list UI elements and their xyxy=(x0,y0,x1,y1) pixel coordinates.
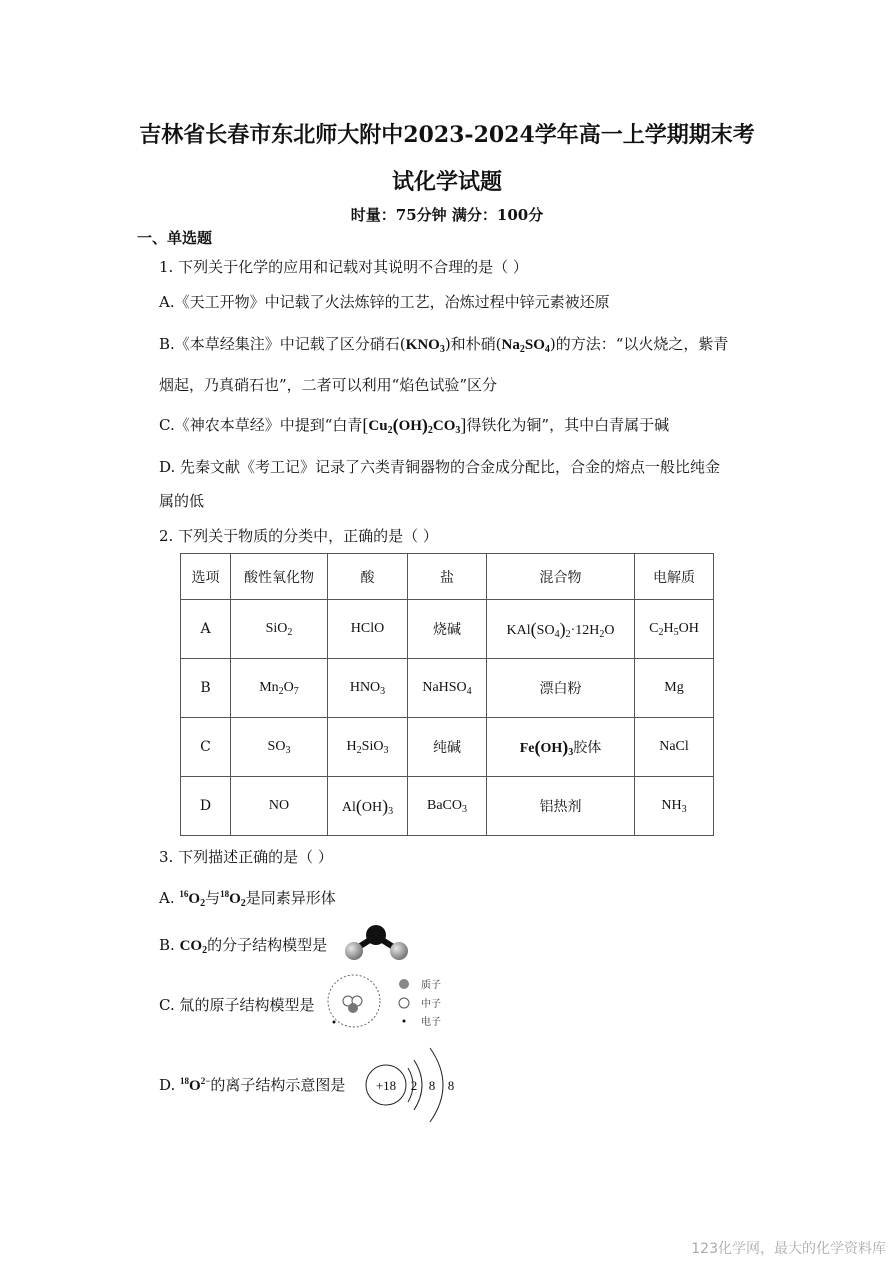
table-header-row xyxy=(181,554,714,600)
row-b-option: B xyxy=(181,659,231,718)
center-atom xyxy=(366,925,386,945)
row-a-option: A xyxy=(181,600,231,659)
row-d-electrolyte: $NH_3$ xyxy=(635,777,714,836)
title-line-1: 吉林省长春市东北师大附中2023-2024学年高一上学期期末考 xyxy=(139,122,755,148)
section-heading: 一、单选题 xyxy=(137,229,213,247)
row-a-electrolyte: $C_2H_5OH$ xyxy=(635,600,714,659)
row-a-mixture: $KAl(SO_4)_2\cdot 12H_2O$ xyxy=(487,600,635,659)
nucleus-charge: +18 xyxy=(375,1078,397,1093)
table-row xyxy=(181,777,714,836)
row-d-salt: BaCO$_3$ xyxy=(408,777,487,836)
q1-option-a: A.《天工开物》中记载了火法炼锌的工艺，冶炼过程中锌元素被还原 xyxy=(159,293,610,311)
q1-stem: 1. 下列关于化学的应用和记载对其说明不合理的是（ ） xyxy=(159,258,528,276)
molecule-model-image xyxy=(340,918,416,966)
legend-neutron-icon xyxy=(399,998,409,1008)
row-c-salt: 纯碱 xyxy=(408,718,487,777)
footer-watermark: 123化学网，最大的化学资料库 xyxy=(691,1241,886,1257)
row-c-mixture: $Fe(OH)_3$胶体 xyxy=(487,718,635,777)
classification-table xyxy=(180,553,714,836)
row-a-acid: HClO xyxy=(328,600,408,659)
atom-model-image xyxy=(326,972,456,1032)
table-row xyxy=(181,659,714,718)
legend-neutron-label: 中子 xyxy=(421,999,441,1010)
q1-option-b: B.《本草经集注》中记载了区分硝石$(KNO_3)$和朴硝$(Na_2SO_4)$的方法：“以火烧之，紫青 xyxy=(159,335,729,355)
q2-stem: 2. 下列关于物质的分类中，正确的是（ ） xyxy=(159,527,438,545)
q3-stem: 3. 下列描述正确的是（ ） xyxy=(159,848,333,866)
ion-diagram-image xyxy=(360,1042,470,1128)
row-c-acid: $H_2SiO_3$ xyxy=(328,718,408,777)
q3-option-b: B. $CO_2$的分子结构模型是 xyxy=(159,936,328,956)
legend-proton-label: 质子 xyxy=(421,980,441,991)
shell-1-count: 2 xyxy=(410,1078,418,1093)
title-line-2: 试化学试题 xyxy=(391,169,502,195)
header-acidic-oxide: 酸性氧化物 xyxy=(231,554,328,600)
proton xyxy=(348,1003,358,1013)
table-row xyxy=(181,600,714,659)
electron xyxy=(333,1021,336,1024)
q3-option-d: D. $^{18}O^{2-}$的离子结构示意图是 xyxy=(159,1076,346,1094)
q1-option-c: C.《神农本草经》中提到“白青$[Cu_2(OH)_2CO_3]$得铁化为铜”，其中白青属于碱 xyxy=(159,415,670,436)
q1-option-d-cont: 属的低 xyxy=(159,492,205,510)
exam-meta: 时量：75分钟 满分：100分 xyxy=(350,206,544,224)
q3-option-c: C. 氚的原子结构模型是 xyxy=(159,996,315,1014)
row-a-acidic-oxide: SiO$_2$ xyxy=(231,600,328,659)
legend-electron-label: 电子 xyxy=(421,1017,441,1028)
header-salt: 盐 xyxy=(408,554,487,600)
header-electrolyte: 电解质 xyxy=(635,554,714,600)
legend-electron-icon xyxy=(403,1020,406,1023)
shell-2-count: 8 xyxy=(428,1078,436,1093)
q1-option-d: D. 先秦文献《考工记》记录了六类青铜器物的合金成分配比，合金的熔点一般比纯金 xyxy=(159,458,721,476)
row-d-acid: $Al(OH)_3$ xyxy=(328,777,408,836)
side-atom-left xyxy=(345,942,363,960)
header-mixture: 混合物 xyxy=(487,554,635,600)
header-option: 选项 xyxy=(181,554,231,600)
q3-option-a: A. $^{16}O_2$与$^{18}O_2$是同素异形体 xyxy=(159,889,336,909)
row-b-salt: NaHSO$_4$ xyxy=(408,659,487,718)
side-atom-right xyxy=(390,942,408,960)
row-b-mixture: 漂白粉 xyxy=(487,659,635,718)
row-b-acid: $HNO_3$ xyxy=(328,659,408,718)
row-c-acidic-oxide: $SO_3$ xyxy=(231,718,328,777)
row-b-acidic-oxide: $Mn_2O_7$ xyxy=(231,659,328,718)
row-d-acidic-oxide: NO xyxy=(231,777,328,836)
q1-option-b-cont: 烟起，乃真硝石也”，二者可以利用“焰色试验”区分 xyxy=(159,376,498,394)
table-row xyxy=(181,718,714,777)
row-c-option: C xyxy=(181,718,231,777)
row-a-salt: 烧碱 xyxy=(408,600,487,659)
row-d-option: D xyxy=(181,777,231,836)
legend-proton-icon xyxy=(399,979,409,989)
shell-3-count: 8 xyxy=(447,1078,455,1093)
row-b-electrolyte: Mg xyxy=(635,659,714,718)
row-c-electrolyte: NaCl xyxy=(635,718,714,777)
header-acid: 酸 xyxy=(328,554,408,600)
row-d-mixture: 铝热剂 xyxy=(487,777,635,836)
